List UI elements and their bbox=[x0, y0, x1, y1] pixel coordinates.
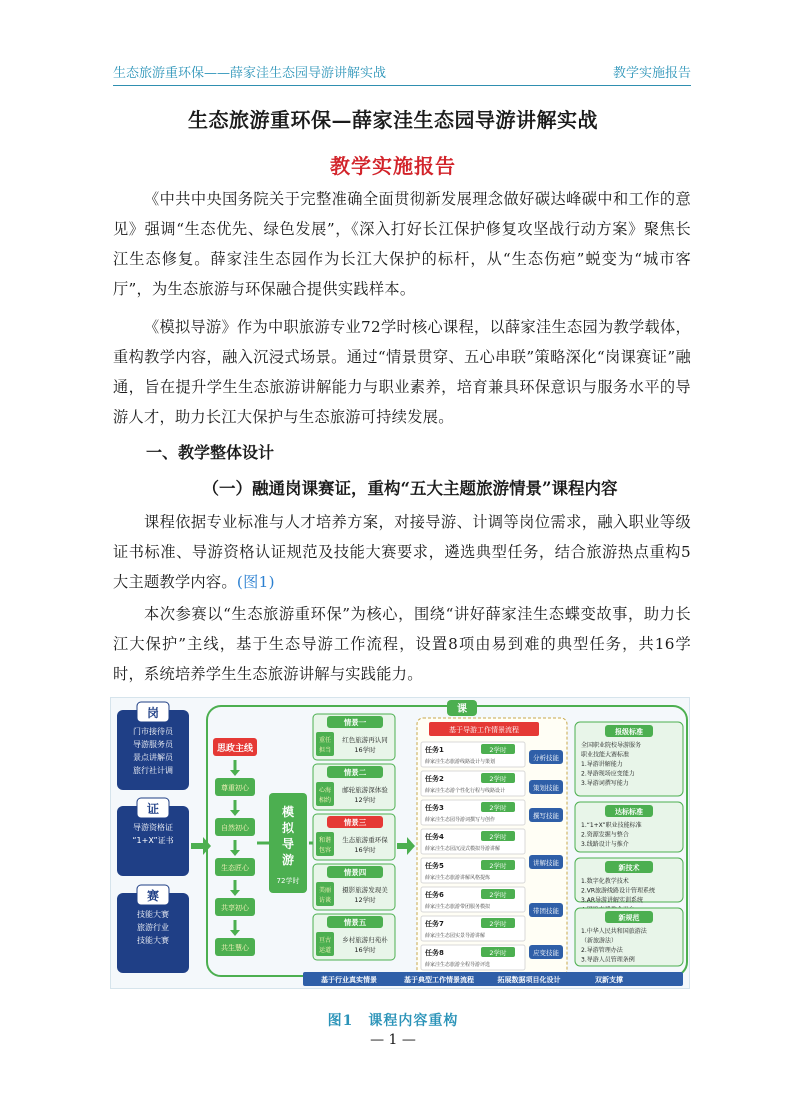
scene-name: 情景五 bbox=[343, 918, 367, 927]
scene-name: 情景一 bbox=[343, 718, 367, 727]
scene-hours: 16学时 bbox=[354, 746, 376, 754]
scene-tag: 运道 bbox=[318, 947, 332, 954]
bottom-bar-label: 双新支撑 bbox=[595, 976, 623, 984]
task-hours: 2学时 bbox=[489, 949, 507, 957]
figure-caption: 图1 课程内容重构 bbox=[327, 1013, 459, 1029]
scene-tag: 和谐 bbox=[318, 837, 332, 844]
header-left-text: 生态旅游重环保——薛家洼生态园导游讲解实战 bbox=[113, 66, 387, 81]
standard-line: 3.AR导游讲解实训系统 bbox=[581, 897, 643, 904]
left-category-text: 门市接待员 bbox=[133, 727, 173, 736]
left-category-text: 技能大赛 bbox=[137, 910, 169, 919]
skill-label: 策划技能 bbox=[533, 784, 559, 792]
task-name: 任务8 bbox=[425, 949, 444, 957]
scene-name: 情景四 bbox=[343, 868, 367, 877]
task-name: 任务1 bbox=[425, 746, 444, 754]
skill-label: 带团技能 bbox=[533, 907, 559, 915]
scene-text: 生态旅游重环保 bbox=[342, 836, 388, 844]
scene-tag: 相约 bbox=[318, 797, 332, 804]
skill-label: 分析技能 bbox=[533, 754, 559, 762]
scene-text: 摄影旅游发现美 bbox=[342, 886, 388, 894]
scene-tag: 心海 bbox=[318, 787, 332, 794]
left-category-text: 旅游行业 bbox=[137, 923, 169, 932]
standard-title: 报级标准 bbox=[615, 728, 643, 736]
scene-tag: 亘古 bbox=[318, 937, 332, 944]
heart-label: 共生慧心 bbox=[221, 944, 249, 952]
scene-text: 邮轮旅游深体验 bbox=[342, 786, 388, 794]
task-name: 任务7 bbox=[425, 920, 444, 928]
task-hours: 2学时 bbox=[489, 833, 507, 841]
heart-arrow-head bbox=[230, 890, 240, 896]
course-hours: 72学时 bbox=[276, 877, 300, 885]
skill-label: 撰写技能 bbox=[533, 812, 559, 820]
scene-tag: 访谈 bbox=[318, 897, 332, 904]
standard-line: 职业技能大赛标准 bbox=[581, 751, 630, 759]
scene-tag: 担当 bbox=[318, 747, 332, 754]
task-name: 任务4 bbox=[425, 833, 444, 841]
heart-arrow-head bbox=[230, 810, 240, 816]
page-header bbox=[113, 62, 691, 86]
main-line-label: 思政主线 bbox=[216, 744, 254, 754]
figure-reference-link[interactable]: (图1) bbox=[236, 573, 275, 591]
scene-hours: 16学时 bbox=[354, 946, 376, 954]
heart-arrow-head bbox=[230, 850, 240, 856]
task-desc: 薛家洼生态园实景导游讲解 bbox=[425, 933, 486, 939]
standard-line: 3.导游词撰写能力 bbox=[581, 780, 629, 787]
bottom-bar-label: 拓展数据项目化设计 bbox=[497, 976, 561, 984]
standard-line: 3.导游人员管理条例 bbox=[581, 956, 635, 964]
header-right-text: 教学实施报告 bbox=[612, 66, 691, 81]
course-char: 导 bbox=[281, 837, 295, 851]
left-category-text: “1+X”证书 bbox=[132, 836, 174, 845]
scene-tag: 美丽 bbox=[318, 887, 332, 894]
paragraph-policy: 《中共中央国务院关于完整准确全面贯彻新发展理念做好碳达峰碳中和工作的意见》强调“生态优先、绿色发展”，《深入打好长江保护修复攻坚战行动方案》聚焦长江生态修复。薛家洼生态园作为长江大保护的标杆，从“生态伤疤”蜕变为“城市客厅”，为生态旅游与环保融合提供实践样本。 bbox=[113, 190, 691, 298]
task-desc: 薛家洼生态游个性化行程与线路设计 bbox=[425, 788, 506, 794]
left-category-label: 证 bbox=[146, 802, 160, 816]
course-tab-label: 课 bbox=[457, 704, 467, 715]
task-desc: 薛家洼生态旅游全程导游评选 bbox=[425, 962, 491, 968]
paragraph-tasks: 本次参赛以“生态旅游重环保”为核心，围绕“讲好薛家洼生态蝶变故事，助力长江大保护”主线，基于生态导游工作流程，设置8项由易到难的典型任务，共16学时，系统培养学生生态旅游讲解与实践能力。 bbox=[113, 605, 691, 683]
standard-line: 2.导游管理办法 bbox=[581, 947, 623, 954]
task-hours: 2学时 bbox=[489, 920, 507, 928]
standard-line: 2.VR旅游线路设计管理系统 bbox=[581, 887, 655, 895]
page-number: — 1 — bbox=[370, 1032, 416, 1048]
task-hours: 2学时 bbox=[489, 804, 507, 812]
task-hours: 2学时 bbox=[489, 775, 507, 783]
left-category-label: 赛 bbox=[146, 889, 160, 903]
left-category-text: 景点讲解员 bbox=[133, 753, 173, 762]
heart-label: 尊重初心 bbox=[221, 784, 249, 792]
flow-title: 基于导游工作情景流程 bbox=[449, 726, 519, 734]
scene-name: 情景三 bbox=[343, 818, 367, 827]
task-hours: 2学时 bbox=[489, 891, 507, 899]
document-title: 生态旅游重环保—薛家洼生态园导游讲解实战 bbox=[188, 108, 598, 132]
left-category-text: 导游服务员 bbox=[133, 740, 173, 749]
task-name: 任务3 bbox=[425, 804, 444, 812]
task-desc: 薛家洼生态园导游词撰写与创作 bbox=[425, 817, 496, 823]
task-desc: 薛家洼生态旅游线路设计与策划 bbox=[425, 759, 496, 765]
scene-arrow bbox=[397, 837, 415, 855]
task-desc: 薛家洼生态旅游带团服务模拟 bbox=[425, 904, 491, 910]
subsection-heading: （一）融通岗课赛证，重构“五大主题旅游情景”课程内容 bbox=[202, 479, 618, 498]
heart-arrow-head bbox=[230, 770, 240, 776]
heart-label: 共享初心 bbox=[221, 904, 249, 912]
skill-label: 讲解技能 bbox=[533, 859, 559, 867]
standard-title: 达标标准 bbox=[615, 808, 643, 816]
bottom-bar-label: 基于典型工作情景流程 bbox=[404, 976, 474, 984]
scene-text: 红色旅游再认同 bbox=[342, 736, 388, 744]
standard-title: 新技术 bbox=[618, 864, 640, 872]
paragraph-curriculum bbox=[113, 507, 691, 597]
task-name: 任务2 bbox=[425, 775, 444, 783]
heart-arrow-head bbox=[230, 930, 240, 936]
left-category-text: 旅行社计调 bbox=[133, 766, 173, 775]
heart-label: 生态匠心 bbox=[221, 864, 249, 872]
task-desc: 薛家洼生态旅游讲解风格提炼 bbox=[425, 875, 491, 881]
course-char: 模 bbox=[281, 805, 295, 819]
scene-tag: 包容 bbox=[318, 847, 332, 854]
paragraph-course: 《模拟导游》作为中职旅游专业72学时核心课程，以薛家洼生态园为教学载体，重构教学内容，融入沉浸式场景。通过“情景贯穿、五心串联”策略深化“岗课赛证”融通，旨在提升学生生态旅游讲解能力与职业素养，培育兼具环保意识与服务水平的导游人才，助力长江大保护与生态旅游可持续发展。 bbox=[113, 318, 691, 426]
standard-line: 2.资源发掘与整合 bbox=[581, 831, 629, 839]
standard-title: 新规范 bbox=[618, 914, 640, 922]
task-hours: 2学时 bbox=[489, 746, 507, 754]
scene-name: 情景二 bbox=[343, 768, 367, 777]
standard-line: 1.中华人民共和国旅游法 bbox=[581, 928, 647, 935]
scene-hours: 12学时 bbox=[354, 796, 376, 804]
left-category-text: 技能大赛 bbox=[137, 936, 169, 945]
standard-line: 1.导游讲解能力 bbox=[581, 761, 623, 768]
task-name: 任务5 bbox=[425, 862, 444, 870]
standard-line: 全国职业院校导游服务 bbox=[581, 742, 642, 749]
section-heading: 一、教学整体设计 bbox=[146, 443, 275, 462]
left-category-label: 岗 bbox=[146, 706, 160, 720]
standard-line: 1.“1+X”职业技能标准 bbox=[581, 822, 642, 829]
task-desc: 薛家洼生态园沉浸式模拟导游讲解 bbox=[425, 846, 501, 852]
task-hours: 2学时 bbox=[489, 862, 507, 870]
standard-line: 2.导游现场应变能力 bbox=[581, 770, 635, 778]
figure-diagram bbox=[111, 698, 691, 990]
task-name: 任务6 bbox=[425, 891, 444, 899]
paragraph-curriculum-text: 课程依据专业标准与人才培养方案，对接导游、计调等岗位需求，融入职业等级证书标准、导游资格认证规范及技能大赛要求，遴选典型任务，结合旅游热点重构5大主题教学内容。 bbox=[113, 513, 691, 591]
bottom-bar-label: 基于行业真实情景 bbox=[321, 976, 377, 984]
standard-line: 1.数字化教学技术 bbox=[581, 878, 629, 885]
course-restructure-figure bbox=[110, 697, 690, 989]
scene-hours: 16学时 bbox=[354, 846, 376, 854]
scene-text: 乡村旅游归苑朴 bbox=[342, 936, 388, 944]
course-char: 游 bbox=[281, 853, 295, 867]
left-category-text: 导游资格证 bbox=[133, 823, 173, 832]
scene-hours: 12学时 bbox=[354, 896, 376, 904]
document-subtitle: 教学实施报告 bbox=[330, 154, 456, 178]
standard-line: 3.线路设计与推介 bbox=[581, 841, 629, 848]
standard-line: （新旅游法） bbox=[581, 937, 618, 945]
scene-tag: 重任 bbox=[318, 737, 332, 744]
skill-label: 应变技能 bbox=[533, 949, 559, 957]
heart-label: 自然初心 bbox=[221, 824, 249, 832]
course-char: 拟 bbox=[281, 821, 295, 835]
